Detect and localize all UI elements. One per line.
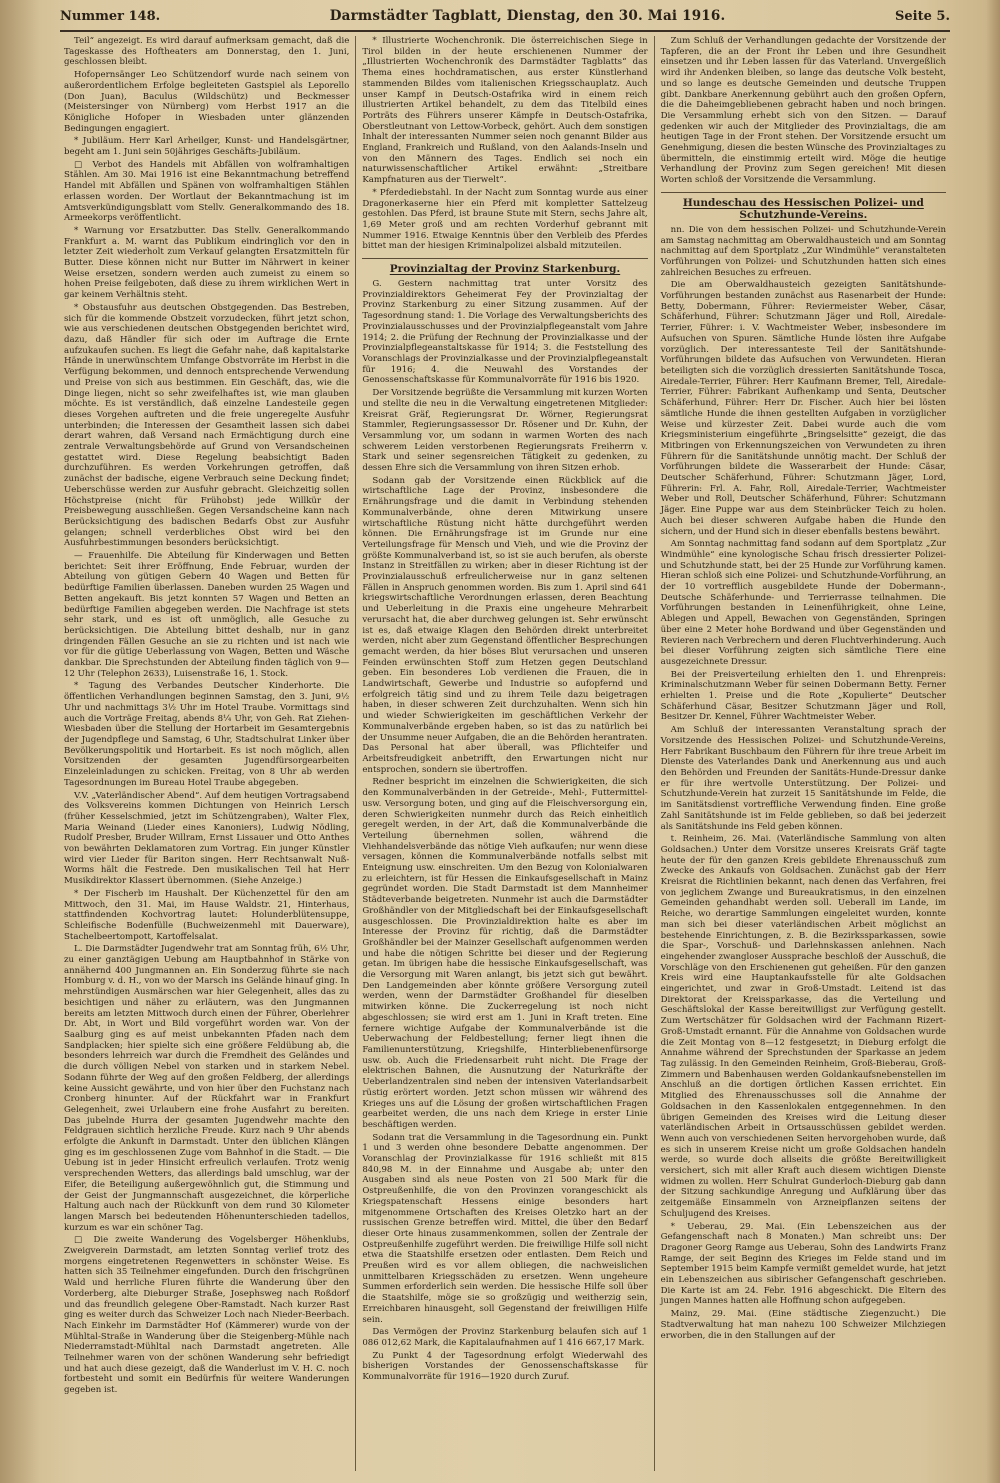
article-paragraph: □ Die zweite Wanderung des Vogelsberger Höhenklubs, Zweigverein Darmstadt, am letzten Sonntag verlief trotz des morgens eingetretenen Regenwetters in schönster Weise. Es hatten sich 35 Teilnehmer eingefunden. Durch den frischgrünen Wald und herrliche Fluren führte die Wanderung über den Vorderberg, alte Dieburger Straße, Josephsweg nach Roßdorf und das freundlich gelegene Ober-Ramstadt. Nach kurzer Rast ging es weiter durch das Schweizer Loch nach Nieder-Beerbach. Nach Einkehr im Darmstädter Hof (Kämmerer) wurde von der Mühltal-Straße in Wanderung über die Steigenberg-Mühle nach Niederramstadt-Mühltal nach Darmstadt angetreten. Alle Teilnehmer waren von der schönen Wanderung sehr befriedigt und hat auch diese gezeigt, daß die Wanderlust im V. H. C. noch fortbesteht und somit ein Bedürfnis für weitere Wanderungen gegeben ist.: [64, 1235, 350, 1396]
masthead: [60, 8, 950, 32]
page-number: Seite 5.: [895, 9, 950, 24]
article-paragraph: Sodann gab der Vorsitzende einen Rückblick auf die wirtschaftliche Lage der Provinz, insbesondere die Ernährungsfrage und die damit in Verbindung stehenden Kommunalverbände, ohne deren Mitwirkung unsere wirtschaftliche Rüstung nicht hätte durchgeführt werden können. Die Ernährungsfrage ist im Grunde nur eine Verteilungsfrage für Mensch und Vieh, und wie die Provinz der größte Kommunalverband ist, so ist sie auch berufen, als oberste Instanz in Streitfällen zu wirken; aber in dieser Richtung ist der Provinzialausschuß erfreulicherweise nur in ganz seltenen Fällen in Anspruch genommen worden. Bis zum 1. April sind 641 kriegswirtschaftliche Verordnungen erlassen, deren Beachtung und Ueberleitung in die Praxis eine ungeheure Mehrarbeit verursacht hat, die aber durchweg gelungen ist. Sehr erwünscht ist es, daß etwaige Klagen den Behörden direkt unterbreitet werden, nicht aber zum Gegenstand öffentlicher Besprechungen gemacht werden, da hier böses Blut verursachen und unseren Feinden erwünschten Stoff zum Hetzen gegen Deutschland geben. Ein besonderes Lob verdienen die Frauen, die in Landwirtschaft, Gewerbe und Industrie so aufopfernd und erfolgreich tätig sind und zu ihrem Teile dazu beigetragen haben, in dieser schweren Zeit durchzuhalten. Wenn sich hin und wieder Schwierigkeiten im geschäftlichen Verkehr der Kommunalverbände ergeben haben, so ist das zu natürlich bei der Unsumme neuer Aufgaben, die an die Behörden herantraten. Das Personal hat aber überall, was Pflichteifer und Arbeitsfreudigkeit anbetrifft, den Erwartungen nicht nur entsprochen, sondern sie übertroffen.: [362, 475, 648, 775]
page-shadow-left: [0, 0, 40, 1483]
article-paragraph: Am Schluß der interessanten Veranstaltung sprach der Vorsitzende des Hessischen Polizei- und Schutzhunde-Vereins, Herr Fabrikant Buschbaum den Führern für ihre treue Arbeit im Dienste des Vaterlandes Dank und Anerkennung aus und auch den Behörden und Freunden der Sanitäts-Hunde-Dressur danke er für ihre wertvolle Unterstützung. Der Polizei- und Schutzhunde-Verein hat zurzeit 15 Sanitätshunde im Felde, die im Sanitätsdienst vortreffliche Verwendung finden. Eine große Zahl Sanitätshunde ist im Felde geblieben, so daß bei jederzeit als Sanitätshunde ins Feld geben können.: [660, 725, 946, 832]
article-paragraph: Redner bespricht im einzelnen die Schwierigkeiten, die sich den Kommunalverbänden in der Getreide-, Mehl-, Futtermittel- usw. Versorgung boten, und ging auf die Fleischversorgung ein, deren Schwierigkeiten nunmehr durch das Reich einheitlich geregelt werden, in der Art, daß die Kommunalverbände die Verteilung übernehmen sollen, während die Viehhandelsverbände das nötige Vieh aufkaufen; nur wenn diese versagen, können die Kommunalverbände notfalls selbst mit Enteignung usw. einschreiten. Um den Bezug von Kolonialwaren zu erleichtern, ist für Hessen die Einkaufsgesellschaft in Mainz gegründet worden. Die Stadt Darmstadt ist dem Mannheimer Städteverbande beigetreten. Nunmehr ist auch die Darmstädter Großhändler von der Mitgliedschaft bei der Einkaufsgesellschaft ausgeschlossen. Die Provinzialdirektion halte es aber im Interesse der Provinz für richtig, daß die Darmstädter Großhändler bei der Mainzer Gesellschaft aufgenommen werden und habe die nötigen Schritte bei dieser und der Regierung getan. Im übrigen habe die hessische Einkaufsgesellschaft, was die Versorgung mit Waren anlangt, bis jetzt sich gut bewährt. Den Landgemeinden aber könnte größere Versorgung zuteil werden, wenn der Darmstädter Großhandel für dieselben mitwirken könne. Die Zuckerregelung ist noch nicht abgeschlossen; sie wird erst am 1. Juni in Kraft treten. Eine fernere wichtige Aufgabe der Kommunalverbände ist die Ueberwachung der Feldbestellung; ferner liegt ihnen die Familienunterstützung, Kriegshilfe, Hinterbliebenenfürsorge usw. ob. Auch die Friedensarbeit ruht nicht. Die Frage der elektrischen Bahnen, die Ausnutzung der Naturkräfte der Ueberlandzentralen sind neben der intensiven Vaterlandsarbeit rüstig erörtert worden. Jetzt schon müssen wir während des Krieges uns auf die Lösung der großen wirtschaftlichen Fragen gearbeitet werden, die uns nach dem Kriege in erster Linie beschäftigen werden.: [362, 777, 648, 1130]
issue-number: Nummer 148.: [60, 9, 161, 24]
article-paragraph: * Warnung vor Ersatzbutter. Das Stellv. Generalkommando Frankfurt a. M. warnt das Publikum eindringlich vor den in letzter Zeit wiederholt zum Verkauf gelangten Ersatzmitteln für Butter. Diese können nicht nur Butter im Nährwert in keiner Weise ersetzen, sondern werden auch zumeist zu einem so hohen Preise feilgeboten, daß diese zu ihrem wirklichen Wert in gar keinem Verhältnis steht.: [64, 225, 350, 301]
article-paragraph: Die am Oberwaldhausteich gezeigten Sanitätshunde-Vorführungen bestanden zunächst aus Rasenarbeit der Hunde: Betty, Dobermann, Führer: Reviermeister Weber, Cäsar, Schäferhund, Führer: Schutzmann Jäger und Roll, Airedale-Terrier, Führer: i. V. Wachtmeister Weber, insbesondere im Aufsuchen von Spuren. Sämtliche Hunde lösten ihre Aufgabe vorzüglich. Der interessanteste Teil der Sanitätshunde-Vorführungen bildete das Aufsuchen von Verwundeten. Hieran beteiligten sich die vorzüglich dressierten Sanitätshunde Tosca, Airedale-Terrier, Führer: Herr Kaufmann Bremer, Tell, Airedale-Terrier, Führer: Fabrikant Aufhenkamp und Senta, Deutscher Schäferhund, Führer: Herr Dr. Fischer. Auch hier bei lösten sämtliche Hunde die ihnen gestellten Aufgaben in vorzüglicher Weise und kürzester Zeit. Dabei wurde auch die vom Kriegsministerium eingeführte „Bringselsitte“ gezeigt, die das Mitbringen von Erkennungszeichen von Verwundeten zu ihren Führern für die Sanitätshunde unnötig macht. Der Schluß der Vorführungen bildete die Wasserarbeit der Hunde: Cäsar, Deutscher Schäferhund, Führer: Schutzmann Jäger, Lord, Führerin: Frl. A. Fahr, Roll, Airedale-Terrier, Wachtmeister Weber und Roll, Deutscher Schäferhund, Führer: Schutzmann Jäger. Eine Puppe war aus dem Steinbrücker Teich zu holen. Auch bei dieser schweren Aufgabe haben die Hunde den sichern, und der Hund sich in dieser ebenfalls bestens bewährt.: [660, 280, 946, 537]
article-paragraph: * Ueberau, 29. Mai. (Ein Lebenszeichen aus der Gefangenschaft nach 8 Monaten.) Man schreibt uns: Der Dragoner Georg Ramge aus Ueberau, Sohn des Landwirts Franz Ramge, der seit Beginn des Krieges im Felde stand und im September 1915 beim Kampfe vermißt gemeldet wurde, hat jetzt ein Lebenszeichen aus sibirischer Gefangenschaft geschrieben. Die Karte ist am 24. Febr. 1916 abgeschickt. Die Eltern des jungen Mannes hatten alle Hoffnung schon aufgegeben.: [660, 1221, 946, 1307]
article-paragraph: Teil“ angezeigt. Es wird darauf aufmerksam gemacht, daß die Tageskasse des Hoftheaters am Donnerstag, den 1. Juni, geschlossen bleibt.: [64, 36, 350, 68]
column-2: [355, 36, 653, 1471]
article-paragraph: G. Gestern nachmittag trat unter Vorsitz des Provinzialdirektors Geheimerat Fey der Provinzialtag der Provinz Starkenburg zu einer Sitzung zusammen. Auf der Tagesordnung stand: 1. Die Vorlage des Verwaltungsberichts des Provinzialausschusses und der Provinzialpflegeanstalt vom Jahre 1914; 2. die Prüfung der Rechnung der Provinzialkasse und der Provinzialpflegeanstaltskasse für 1914; 3. die Feststellung des Voranschlags der Provinzialkasse und der Provinzialpflegeanstalt für 1916; 4. die Neuwahl des Vorstandes der Genossenschaftskasse für Kommunalvorräte für 1916 bis 1920.: [362, 279, 648, 386]
article-paragraph: Der Vorsitzende begrüßte die Versammlung mit kurzen Worten und stellte die neu in die Verwaltung eingetretenen Mitglieder: Kreisrat Gräf, Regierungsrat Dr. Wörner, Regierungsrat Stammler, Regierungsassessor Dr. Rösener und Dr. Kuhn, der Versammlung vor, um sodann in warmen Worten des nach schwerem Leiden verstorbenen Regierungsrats Freiherrn v. Stark und seiner segensreichen Tätigkeit zu gedenken, zu dessen Ehre sich die Versammlung von ihren Sitzen erhob.: [362, 388, 648, 474]
article-paragraph: Bei der Preisverteilung erhielten den 1. und Ehrenpreis: Kriminalschutzmann Weber für seinen Dobermann Betty. Ferner erhielten 1. Preise und die Rote „Kopulierte“ Deutscher Schäferhund Cäsar, Besitzer Schutzmann Jäger und Roll, Besitzer Dr. Kennel, Führer Wachtmeister Weber.: [660, 669, 946, 723]
article-paragraph: — Frauenhilfe. Die Abteilung für Kinderwagen und Betten berichtet: Seit ihrer Eröffnung, Ende Februar, wurden der Abteilung von gütigen Gebern 40 Wagen und Betten für bedürftige Familien überlassen. Daneben wurden 25 Wagen und Betten angekauft. Bis jetzt konnten 57 Wagen und Betten an bedürftige Familien abgegeben werden. Die Nachfrage ist stets sehr stark, und es ist oft unmöglich, alle Gesuche zu berücksichtigen. Die Abteilung bittet deshalb, nur in ganz dringenden Fällen Gesuche an sie zu richten und ist nach wie vor für die gütige Ueberlassung von Wagen, Betten und Wäsche dankbar. Die Sprechstunden der Abteilung finden täglich von 9—12 Uhr (Telephon 2633), Luisenstraße 16, 1. Stock.: [64, 551, 350, 679]
article-paragraph: * Obstausfuhr aus deutschen Obstgegenden. Das Bestreben, sich für die kommende Obstzeit vorzudecken, führt jetzt schon, wie aus verschiedenen deutschen Obstgegenden berichtet wird, dazu, daß Händler für sich oder im Auftrage die Ernte aufzukaufen suchen. Es liegt die Gefahr nahe, daß kapitalstarke Hände in unerwünschtem Umfange Obstvorräte im Herbst in die Verfügung bekommen, und dennoch entsprechende Verwendung und Preise von sich aus bestimmen. Ein Geschäft, das, wie die Dinge liegen, nicht so sehr zweifelhaftes ist, wie man glauben möchte. Es ist verständlich, daß einzelne Landesteile gegen dieses Vorgehen auftreten und die freie ungeregelte Ausfuhr unterbinden; die Interessen der Gesamtheit lassen sich dabei derart wahren, daß Versand nach Ermächtigung durch eine zentrale Verwaltungsbehörde auf Grund von Versandscheinen gestattet wird. Diese Regelung beabsichtigt Baden durchzuführen. Es werden Vorkehrungen getroffen, daß zunächst der badische, eigene Verbrauch seine Deckung findet; Ueberschüsse werden zur Ausfuhr gebracht. Gleichzeitig sollen Höchstpreise (nicht für Frühobst) jede Willkür der Preisbewegung ausschließen. Gegen Versandscheine kann nach Berücksichtigung des badischen Bedarfs Obst zur Ausfuhr gelangen; schnell verderbliches Obst wird bei den Ausfuhrbestimmungen besonders berücksichtigt.: [64, 302, 350, 549]
article-paragraph: Das Vermögen der Provinz Starkenburg belaufen sich auf 1 086 012,62 Mark, die Kapitalaufnahmen auf 1 416 667,17 Mark.: [362, 1327, 648, 1348]
article-paragraph: * Der Fischerb im Haushalt. Der Küchenzettel für den am Mittwoch, den 31. Mai, im Hause Waldstr. 21, Hinterhaus, stattfindenden Kochvortrag lautet: Holunderblütensuppe, Schleifische Bodenfülle (Buchweizenmehl mit Dauerware), Stachelbeertompott, Kartoffelsalat.: [64, 888, 350, 942]
article-columns: [58, 36, 952, 1471]
column-1: [58, 36, 355, 1471]
article-paragraph: Hofopernsänger Leo Schützendorf wurde nach seinem von außerordentlichem Erfolge begleiteten Gastspiel als Leporello (Don Juan), Baculus (Wildschütz) und Beckmesser (Meistersinger von Nürnberg) vom Herbst 1917 an die Königliche Hofoper in Wiesbaden unter glänzenden Bedingungen engagiert.: [64, 70, 350, 134]
article-paragraph: nn. Die von dem hessischen Polizei- und Schutzhunde-Verein am Samstag nachmittag am Oberwaldhausteich und am Sonntag nachmittag auf dem Sportplatz „Zur Windmühle“ veranstalteten Vorführungen von Polizei- und Schutzhunden hatten sich eines zahlreichen Besuches zu erfreuen.: [660, 224, 946, 278]
article-headline: Hundeschau des Hessischen Polizei- und Schutzhunde-Vereins.: [661, 192, 946, 221]
article-paragraph: Am Sonntag nachmittag fand sodann auf dem Sportplatz „Zur Windmühle“ eine kynologische Schau frisch dressierter Polizei- und Schutzhunde statt, bei der 25 Hunde zur Vorführung kamen. Hieran schloß sich eine Polizei- und Schutzhunde-Vorführung, an der 10 vortrefflich ausgebildete Hunde der Dobermann-, Deutsche Schäferhunde- und Terrierrasse teilnahmen. Die Vorführungen bestanden in Leinenführigkeit, ohne Leine, Ablegen und Appell, Bewachen von Gegenständen, Springen über eine 2 Meter hohe Bordwand und über Gegenständen und Revieren nach Verbrechern und deren Fluchtverhinderung. Auch bei dieser Vorführung zeigten sich sämtliche Tiere eine ausgezeichnete Dressur.: [660, 539, 946, 667]
newspaper-title-date: Darmstädter Tagblatt, Dienstag, den 30. Mai 1916.: [329, 8, 726, 24]
column-3: [654, 36, 952, 1471]
article-paragraph: V.V. „Vaterländischer Abend“. Auf dem heutigen Vortragsabend des Volksvereins kommen Dichtungen von Heinrich Lersch (früher Kesselschmied, jetzt im Schützengraben), Walter Flex, Maria Weinand (Lieder eines Kanoniers), Ludwig Nödling, Rudolf Presber, Bruder Willram, Ernst Lissauer und Otto Anthes von bewährten Deklamatoren zum Vortrag. Ein junger Künstler wird vier Lieder für Bariton singen. Herr Rechtsanwalt Nuß-Worms hält die Festrede. Den musikalischen Teil hat Herr Musikdirektor Klassert übernommen. (Siehe Anzeige.): [64, 790, 350, 887]
article-paragraph: * Jubiläum. Herr Karl Arheilger, Kunst- und Handelsgärtner, begeht am 1. Juni sein 50jähriges Geschäfts-Jubiläum.: [64, 136, 350, 158]
article-paragraph: Mainz, 29. Mai. (Eine städtische Ziegenzucht.) Die Stadtverwaltung hat man nahezu 100 Schweizer Milchziegen erworben, die in den Stallungen auf der: [660, 1309, 946, 1341]
article-paragraph: * Illustrierte Wochenchronik. Die österreichischen Siege in Tirol bilden in der heute erschienenen Nummer der „Illustrierten Wochenchronik des Darmstädter Tagblatts“ das Thema eines hochdramatischen, aus erster Künstlerhand stammenden Bildes vom italienischen Kriegsschauplatz. Auch unser Kampf in Deutsch-Ostafrika wird in einem reich illustrierten Artikel behandelt, zu dem das Titelbild eines Porträts des Führers unserer Kämpfe in Deutsch-Ostafrika, Oberstleutnant von Lettow-Vorbeck, gehört. Auch dem sonstigen Inhalt der interessanten Nummer seien noch genannt Bilder aus England, Frankreich und Rußland, von den Aalands-Inseln und von den Männern des Tages. Endlich sei noch ein naturwissenschaftlicher Artikel erwähnt: „Streitbare Kampfnaturen aus der Tierwelt“.: [362, 36, 648, 186]
article-paragraph: □ Verbot des Handels mit Abfällen von wolframhaltigen Stählen. Am 30. Mai 1916 ist eine Bekanntmachung betreffend Handel mit Abfällen und Spänen von wolframhaltigen Stählen erlassen worden. Der Wortlaut der Bekanntmachung ist im Amtsverkündigungsblatt vom Stellv. Generalkommando des 18. Armeekorps veröffentlicht.: [64, 159, 350, 224]
article-paragraph: Zu Punkt 4 der Tagesordnung erfolgt Wiederwahl des bisherigen Vorstandes der Genossenschaftskasse für Kommunalvorräte für 1916—1920 durch Zuruf.: [362, 1350, 648, 1383]
article-headline: Provinzialtag der Provinz Starkenburg.: [362, 258, 647, 275]
article-paragraph: t. Reinheim, 26. Mai. (Vaterländische Sammlung von alten Goldsachen.) Unter dem Vorsitze unseres Kreisrats Gräf tagte heute der für den ganzen Kreis gebildete Ehrenausschuß zum Zwecke des Ankaufs von Goldsachen. Zunächst gab der Herr Kreisrat die Richtlinien bekannt, nach denen das Verfahren, frei von jeglichem Zwange und Bureaukratismus, in den einzelnen Gemeinden gehandhabt werden soll. Ueberall im Lande, im Reiche, wo derartige Sammlungen eingeleitet wurden, konnte man sich bei dieser vaterländischen Arbeit möglichst an bestehende Einrichtungen, z. B. die Bezirkssparkassen, sowie die Spar-, Vorschuß- und Darlehnskassen anlehnen. Nach eingehender zwangloser Aussprache beschloß der Ausschuß, die Vorschläge von den Erschienenen gut geheißen. Für den ganzen Kreis wird eine Hauptankaufsstelle für alte Goldsachen eingerichtet, und zwar in Groß-Umstadt. Leitend ist das Direktorat der Kreissparkasse, das die Verteilung und Geschäftslokal der Kasse bereitwilligst zur Verfügung gestellt. Zum Wertschätzer für Goldsachen wird der Fachmann Rizert-Groß-Umstadt ernannt. Für die Annahme von Goldsachen wurde die Zeit Montag von 8—12 festgesetzt; in Dieburg erfolgt die Annahme während der Sprechstunden der Sparkasse an jedem Tag zulässig. In den Gemeinden Reinheim, Groß-Bieberau, Groß-Zimmern und Babenhausen werden Goldankaufsnebenstellen im Anschluß an die dortigen örtlichen Kassen errichtet. Ein Mitglied des Ehrenausschusses soll die Annahme der Goldsachen in den Kassenlokalen entgegennehmen. In den übrigen Gemeinden des Kreises wird die Leitung dieser vaterländischen Arbeit in Ortsausschüssen gebildet werden. Wenn auch von verschiedenen Seiten hervorgehoben wurde, daß es sich in unserem Kreise nicht um große Goldsachen handeln werde, so wurde doch allseits die größte Bereitwilligkeit versichert, sich mit aller Kraft auch diesem wichtigen Dienste widmen zu wollen. Herr Schulrat Gunderloch-Dieburg gab dann der Sitzung sachkundige Anregung und Aufklärung über das zeitgemäße Einsammeln von Arzneipflanzen seitens der Schuljugend des Kreises.: [660, 834, 946, 1219]
article-paragraph: * Tagung des Verbandes Deutscher Kinderhorte. Die öffentlichen Verhandlungen beginnen Samstag, den 3. Juni, 9½ Uhr und nachmittags 3½ Uhr im Hotel Traube. Vormittags sind auch die Vorträge Freitag, abends 8¼ Uhr, von Geh. Rat Ziehen-Wiesbaden über die Stellung der Hortarbeit im Gesamtergebnis der Jugendpflege und Samstag, 6 Uhr, Stadtschulrat Linker über Bevölkerungspolitik und Hortarbeit. Es ist noch möglich, allen Vorsitzenden der gesamten Jugendfürsorgearbeiten Einzeleinladungen zu schicken. Freitag, von 8 Uhr ab werden Tagesordnungen im Bureau Hotel Traube abgegeben.: [64, 681, 350, 788]
article-paragraph: * Pferdediebstahl. In der Nacht zum Sonntag wurde aus einer Dragonerkaserne hier ein Pferd mit kompletter Sattelzeug gestohlen. Das Pferd, ist braune Stute mit Stern, sechs Jahre alt, 1,69 Meter groß und am rechten Vorderhuf gebrannt mit Nummer 1916. Etwaige Kenntnis über den Verbleib des Pferdes bittet man der hiesigen Kriminalpolizei alsbald mitzuteilen.: [362, 187, 648, 252]
article-paragraph: Zum Schluß der Verhandlungen gedachte der Vorsitzende der Tapferen, die an der Front ihr Leben und ihre Gesundheit einsetzen und ihr Leben lassen für das Vaterland. Unvergeßlich wird ihr Andenken bleiben, so lange das deutsche Volk besteht, und so lange es deutsche Gemeinden und deutsche Truppen gibt. Dankbare Anerkennung gebührt auch den großen Opfern, die die Daheimgebliebenen gebracht haben und noch bringen. Die Versammlung erhebt sich von den Sitzen. — Darauf gedenken wir auch der Mitglieder des Provinzialtags, die am heutigen Tage in der Front stehen. Der Vorsitzende ersucht um Genehmigung, diesen die besten Wünsche des Provinzialtages zu übermitteln, die einstimmig erteilt wird. Möge die heutige Verhandlung der Provinz zum Segen gereichen! Mit diesen Worten schloß der Vorsitzende die Versammlung.: [660, 36, 946, 186]
article-paragraph: Sodann trat die Versammlung in die Tagesordnung ein. Punkt 1 und 3 werden ohne besondere Debatte angenommen. Der Voranschlag der Provinzialkasse für 1916 schließt mit 815 840,98 M. in der Einnahme und Ausgabe ab; unter den Ausgaben sind als neue Posten von 21 500 Mark für die Ostpreußenhilfe, die von den Provinzen vorangeschickt als Kriegspatenschaft Hessens einige besonders hart mitgenommene Ortschaften des Kreises Oletzko hart an der russischen Grenze betreffen wird. Mittel, die über den Bedarf dieser Orte hinaus zusammenkommen, sollen der Zentrale der Ostpreußenhilfe zugeführt werden. Die freiwillige Hilfe soll nicht etwa die Staatshilfe ersetzen oder entlasten. Dem Reich und Preußen wird es vor allem obliegen, die nachweislichen unmittelbaren Kriegsschäden zu ersetzen. Wenn ungeheure Summen erforderlich sein werden. Die hessische Hilfe soll über die Staatshilfe, möge sie so großzügig und weitherzig sein, Erreichbaren hinausgeht, soll Gegenstand der freiwilligen Hilfe sein.: [362, 1132, 648, 1325]
article-paragraph: L. Die Darmstädter Jugendwehr trat am Sonntag früh, 6½ Uhr, zu einer ganztägigen Uebung am Hauptbahnhof in Stärke von annähernd 400 Jungmannen an. Ein Sonderzug führte sie nach Homburg v. d. H., von wo der Marsch ins Gelände hinauf ging. In mehrstündigen Ausmärschen war hier Gelegenheit, alles das zu besichtigen und näher zu erläutern, was den Jungmannen bereits am letzten Mittwoch durch einen der Führer, Oberlehrer Dr. Abt, in Wort und Bild vorgeführt worden war. Von der Saalburg ging es auf meist unbekannten Pfaden nach dem Sandplacken; hier spielte sich eine größere Feldübung ab, die besonders lehrreich war durch die Fremdheit des Geländes und die durch völligen Nebel von starken und in starkem Nebel. Sodann führte der Weg auf den großen Feldberg, der allerdings keine Aussicht gewährte, und von hier über den Fuchstanz nach Cronberg hinunter. Auf der Rückfahrt war in Frankfurt Gelegenheit, zwei Urlaubern eine frohe Ausfahrt zu bereiten. Das jubelnde Hurra der gesamten Jugendwehr machte den Feldgrauen sichtlich herzliche Freude. Kurz nach 9 Uhr abends erfolgte die Ankunft in Darmstadt. Unter den üblichen Klängen ging es im geschlossenen Zuge vom Bahnhof in die Stadt. — Die Uebung ist in jeder Hinsicht erfreulich verlaufen. Trotz wenig versprechenden Wetters, das allerdings bald umschlug, war der Eifer, die Beteiligung außergewöhnlich gut, die Stimmung und der Geist der Jungmannschaft ausgezeichnet, die körperliche Haltung auch nach der Rückkunft von dem rund 30 Kilometer langen Marsch bei bedeutenden Höhenunterschieden tadellos, kurzum es war ein schöner Tag.: [64, 944, 350, 1233]
page-shadow-right: [986, 0, 1000, 1483]
